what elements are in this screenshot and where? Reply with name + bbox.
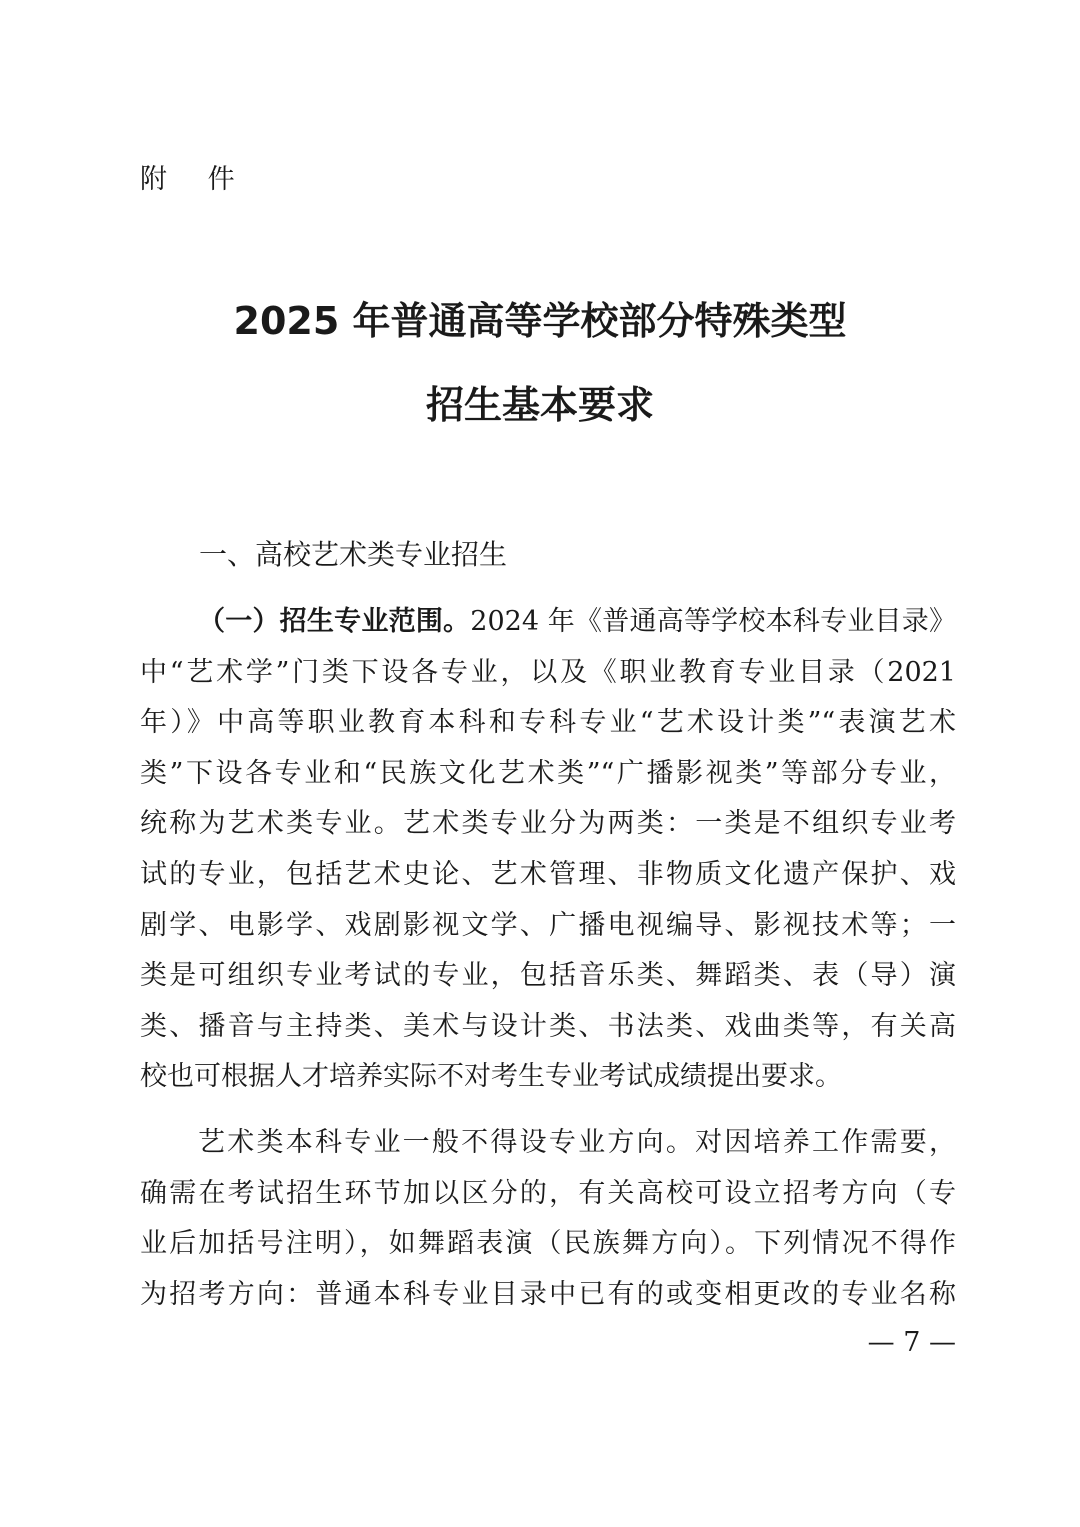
paragraph-line: 类、播音与主持类、美术与设计类、书法类、戏曲类等，有关高 <box>140 1010 956 1042</box>
paragraph-line: 为招考方向：普通本科专业目录中已有的或变相更改的专业名称 <box>140 1278 956 1310</box>
paragraph-enrollment-scope <box>140 597 956 1103</box>
section-heading: 一、高校艺术类专业招生 <box>199 538 508 571</box>
document-title-line-1: 2025 年普通高等学校部分特殊类型 <box>233 299 847 343</box>
paragraph-line: 校也可根据人才培养实际不对考生专业考试成绩提出要求。 <box>140 1061 842 1093</box>
paragraph-line: 剧学、电影学、戏剧影视文学、广播电视编导、影视技术等；一 <box>140 909 956 941</box>
paragraph-line <box>140 597 956 648</box>
paragraph-line: 确需在考试招生环节加以区分的，有关高校可设立招考方向（专 <box>140 1177 956 1209</box>
paragraph-line: 统称为艺术类专业。艺术类专业分为两类：一类是不组织专业考 <box>140 808 956 840</box>
paragraph-line: 业后加括号注明），如舞蹈表演（民族舞方向）。下列情况不得作 <box>140 1228 956 1260</box>
page-number: — 7 — <box>867 1327 956 1358</box>
paragraph-line: 类是可组织专业考试的专业，包括音乐类、舞蹈类、表（导）演 <box>140 960 956 992</box>
paragraph-label: （一）招生专业范围。 <box>198 606 471 637</box>
paragraph-line: 中“艺术学”门类下设各专业，以及《职业教育专业目录（2021 <box>140 656 956 688</box>
document-title-line-2: 招生基本要求 <box>425 383 654 427</box>
paragraph-line: 类”下设各专业和“民族文化艺术类”“广播影视类”等部分专业， <box>140 757 956 789</box>
attachment-label: 附 件 <box>140 164 251 195</box>
paragraph-major-direction <box>140 1118 956 1320</box>
paragraph-line: 艺术类本科专业一般不得设专业方向。对因培养工作需要， <box>198 1127 956 1158</box>
paragraph-line-text: 2024 年《普通高等学校本科专业目录》 <box>470 606 956 637</box>
paragraph-line: 年）》中高等职业教育本科和专科专业“艺术设计类”“表演艺术 <box>140 707 956 739</box>
paragraph-line: 试的专业，包括艺术史论、艺术管理、非物质文化遗产保护、戏 <box>140 858 956 890</box>
